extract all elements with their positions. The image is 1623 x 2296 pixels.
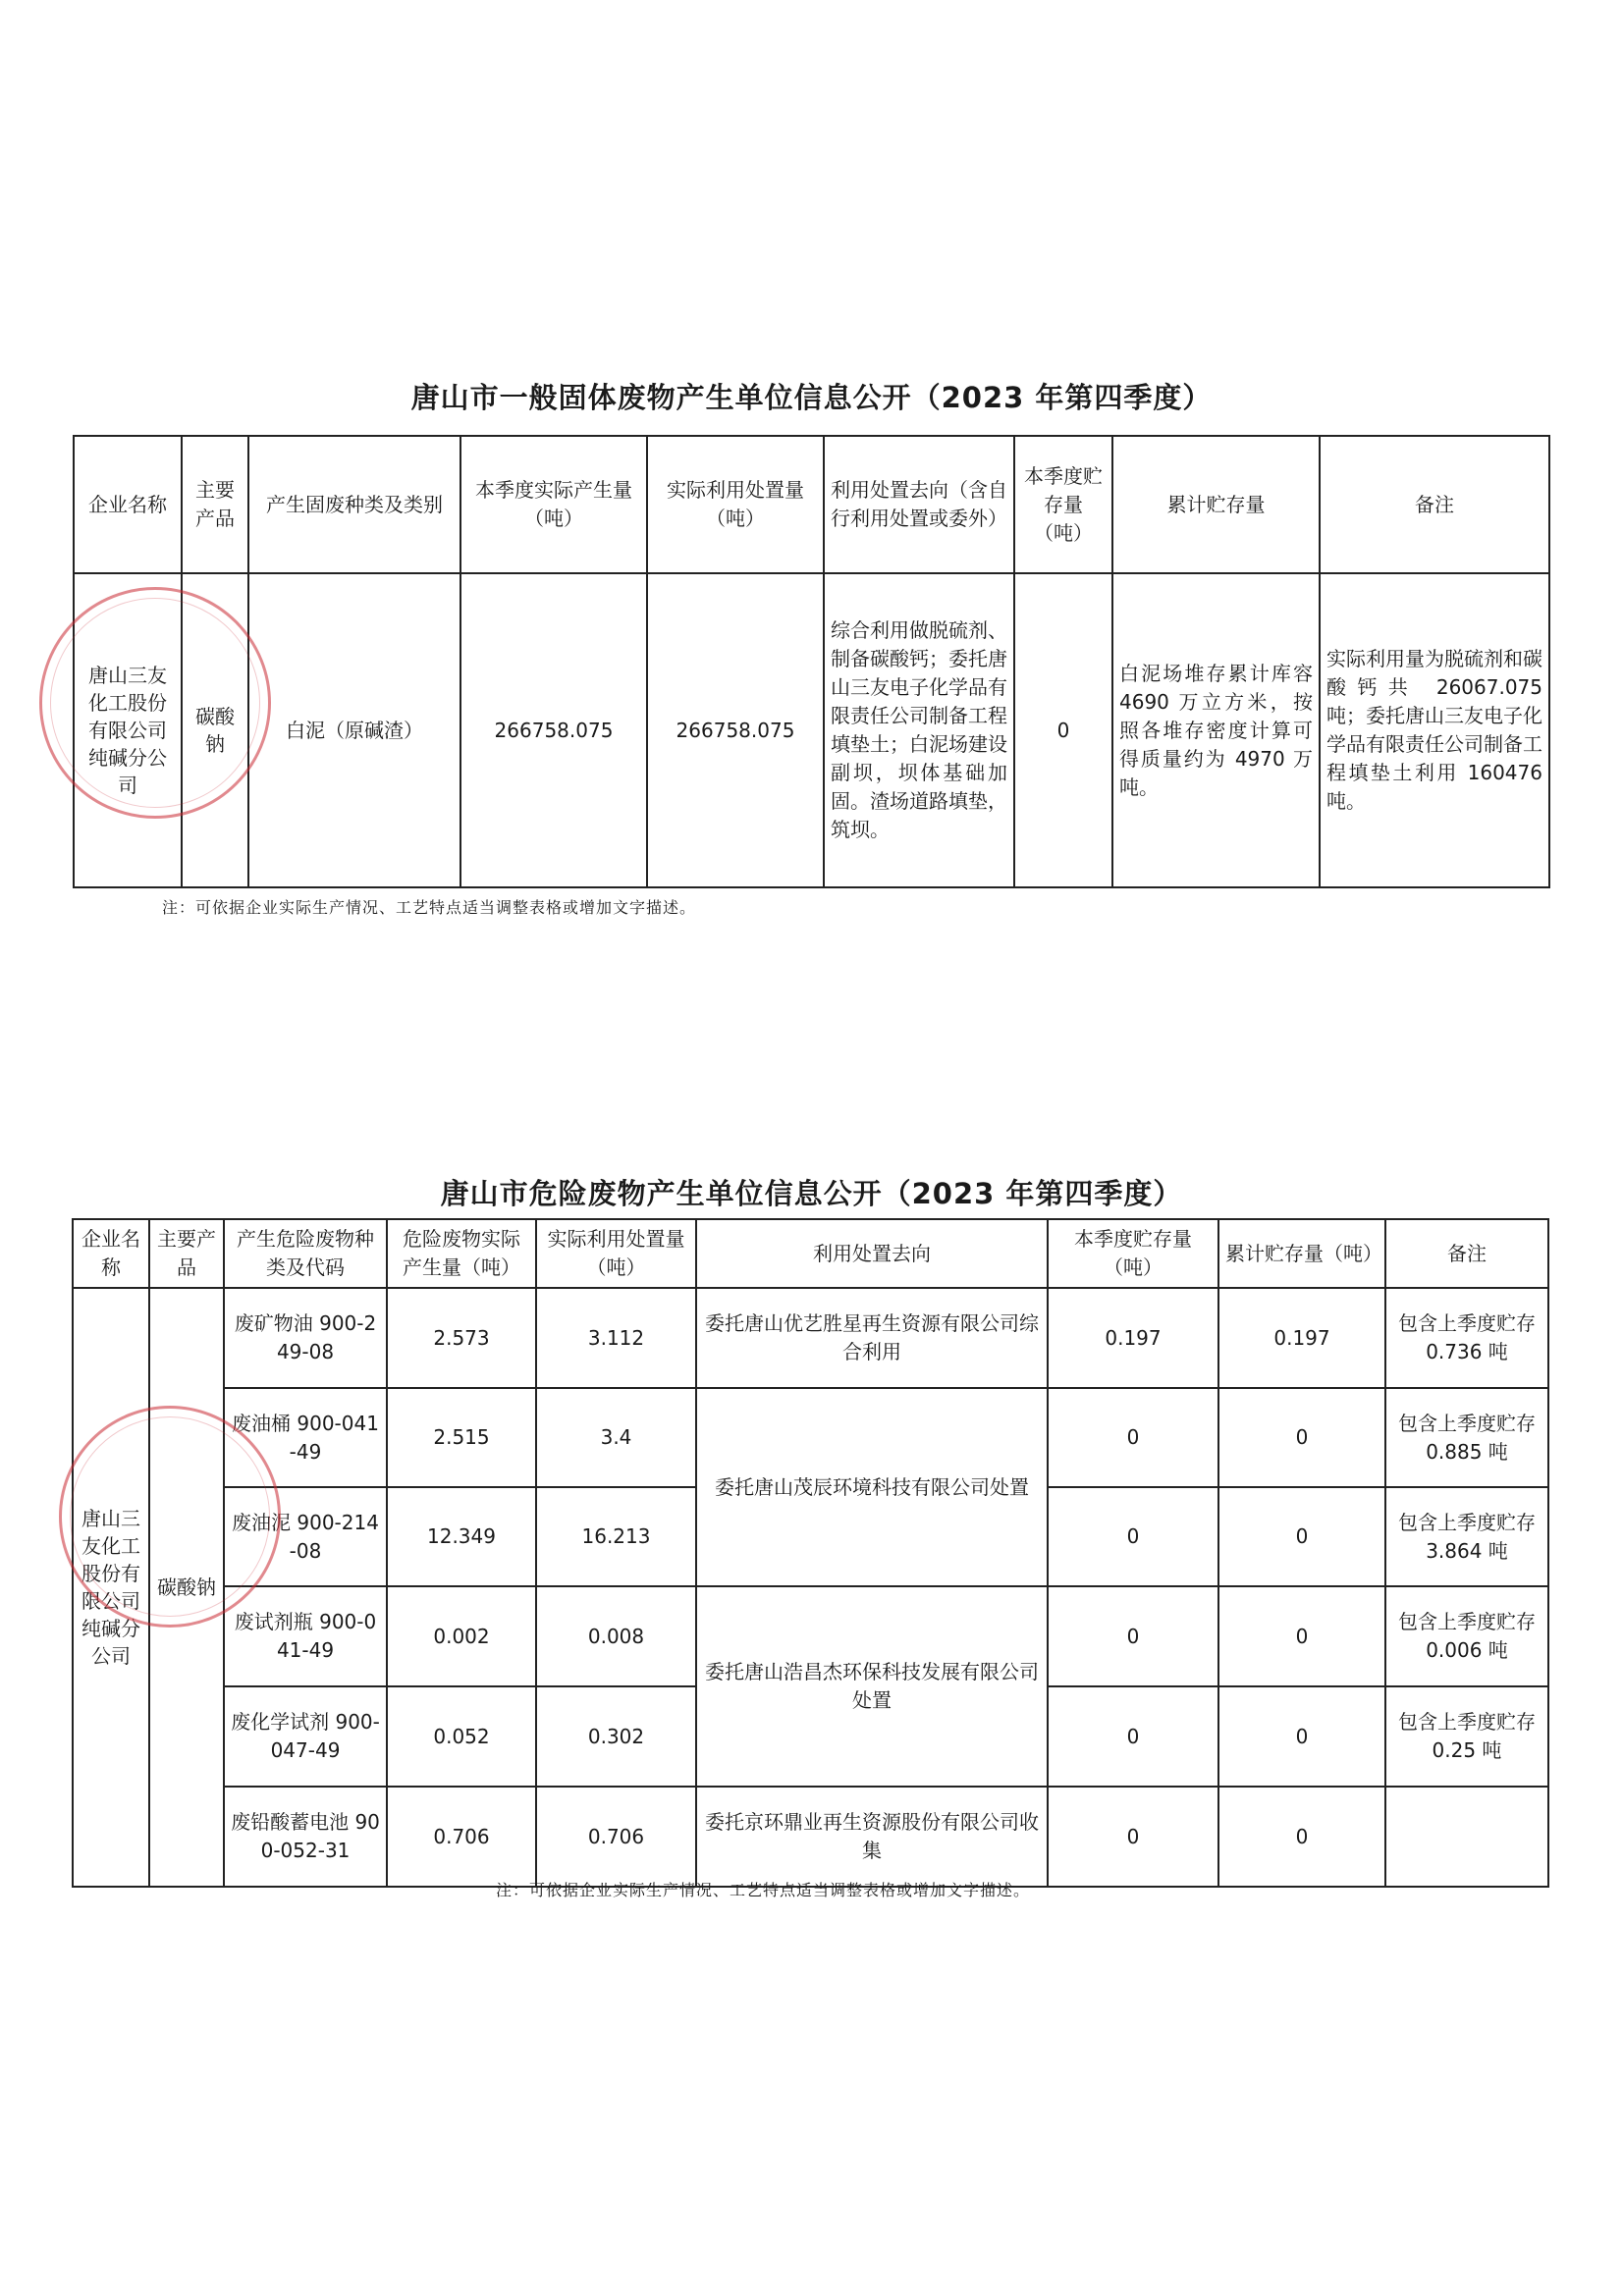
t2-storage: 0 <box>1048 1487 1218 1586</box>
t2-generated: 0.052 <box>387 1686 536 1787</box>
t2-waste: 废油桶 900-041-49 <box>224 1388 387 1487</box>
t2-waste: 废铅酸蓄电池 900-052-31 <box>224 1787 387 1887</box>
t1-header-waste-type: 产生固废种类及类别 <box>248 436 460 573</box>
t2-storage: 0 <box>1048 1388 1218 1487</box>
t1-waste-type: 白泥（原碱渣） <box>248 573 460 887</box>
t2-disposed: 0.706 <box>536 1787 696 1887</box>
t2-remark: 包含上季度贮存 0.25 吨 <box>1385 1686 1548 1787</box>
t2-cumulative: 0 <box>1218 1586 1385 1686</box>
t2-remark: 包含上季度贮存 0.006 吨 <box>1385 1586 1548 1686</box>
t1-header-storage: 本季度贮存量（吨） <box>1014 436 1112 573</box>
t2-header-company: 企业名称 <box>73 1219 149 1288</box>
t1-company: 唐山三友化工股份有限公司纯碱分公司 <box>74 573 182 887</box>
t2-storage: 0.197 <box>1048 1288 1218 1388</box>
t1-header-company: 企业名称 <box>74 436 182 573</box>
t2-storage: 0 <box>1048 1686 1218 1787</box>
table2-header-row <box>73 1219 1548 1288</box>
table-row <box>73 1388 1548 1487</box>
t2-header-generated: 危险废物实际产生量（吨） <box>387 1219 536 1288</box>
table1-note: 注：可依据企业实际生产情况、工艺特点适当调整表格或增加文字描述。 <box>162 898 697 917</box>
t2-cumulative: 0 <box>1218 1787 1385 1887</box>
t2-generated: 2.573 <box>387 1288 536 1388</box>
t2-header-remark: 备注 <box>1385 1219 1548 1288</box>
t2-disposed: 3.4 <box>536 1388 696 1487</box>
t1-header-disposed: 实际利用处置量（吨） <box>647 436 824 573</box>
t1-destination: 综合利用做脱硫剂、制备碳酸钙；委托唐山三友电子化学品有限责任公司制备工程填垫土；白泥场建设副坝，坝体基础加固。渣场道路填垫，筑坝。 <box>824 573 1014 887</box>
t2-waste: 废矿物油 900-249-08 <box>224 1288 387 1388</box>
t2-remark: 包含上季度贮存 3.864 吨 <box>1385 1487 1548 1586</box>
table2-title: 唐山市危险废物产生单位信息公开（2023 年第四季度） <box>440 1177 1183 1210</box>
t2-disposed: 3.112 <box>536 1288 696 1388</box>
t2-remark: 包含上季度贮存 0.736 吨 <box>1385 1288 1548 1388</box>
table1-header-row <box>74 436 1549 573</box>
table1-title: 唐山市一般固体废物产生单位信息公开（2023 年第四季度） <box>410 381 1213 414</box>
t2-disposed: 0.008 <box>536 1586 696 1686</box>
t2-destination: 委托京环鼎业再生资源股份有限公司收集 <box>696 1787 1048 1887</box>
t2-remark: 包含上季度贮存 0.885 吨 <box>1385 1388 1548 1487</box>
t2-storage: 0 <box>1048 1586 1218 1686</box>
t1-product: 碳酸钠 <box>182 573 248 887</box>
t1-generated: 266758.075 <box>460 573 647 887</box>
t2-generated: 12.349 <box>387 1487 536 1586</box>
t2-product: 碳酸钠 <box>149 1288 224 1887</box>
table2-note: 注：可依据企业实际生产情况、工艺特点适当调整表格或增加文字描述。 <box>496 1881 1031 1899</box>
t2-header-product: 主要产品 <box>149 1219 224 1288</box>
t2-destination: 委托唐山浩昌杰环保科技发展有限公司处置 <box>696 1586 1048 1787</box>
t1-disposed: 266758.075 <box>647 573 824 887</box>
table-row <box>73 1288 1548 1388</box>
t2-disposed: 16.213 <box>536 1487 696 1586</box>
t2-destination: 委托唐山茂辰环境科技有限公司处置 <box>696 1388 1048 1586</box>
t2-waste: 废化学试剂 900-047-49 <box>224 1686 387 1787</box>
t1-header-remark: 备注 <box>1320 436 1549 573</box>
t1-storage: 0 <box>1014 573 1112 887</box>
t2-remark <box>1385 1787 1548 1887</box>
t1-header-cumulative: 累计贮存量 <box>1112 436 1320 573</box>
t1-remark: 实际利用量为脱硫剂和碳酸钙共 26067.075 吨；委托唐山三友电子化学品有限责任公司制备工程填垫土利用 160476 吨。 <box>1320 573 1549 887</box>
t2-cumulative: 0 <box>1218 1487 1385 1586</box>
t1-header-generated: 本季度实际产生量（吨） <box>460 436 647 573</box>
t2-generated: 0.002 <box>387 1586 536 1686</box>
t2-waste: 废试剂瓶 900-041-49 <box>224 1586 387 1686</box>
t2-storage: 0 <box>1048 1787 1218 1887</box>
t2-header-cumulative: 累计贮存量（吨） <box>1218 1219 1385 1288</box>
t1-header-destination: 利用处置去向（含自行利用处置或委外） <box>824 436 1014 573</box>
t2-disposed: 0.302 <box>536 1686 696 1787</box>
t2-destination: 委托唐山优艺胜星再生资源有限公司综合利用 <box>696 1288 1048 1388</box>
t2-company: 唐山三友化工股份有限公司纯碱分公司 <box>73 1288 149 1887</box>
general-solid-waste-table <box>73 435 1550 888</box>
t2-header-destination: 利用处置去向 <box>696 1219 1048 1288</box>
t2-generated: 2.515 <box>387 1388 536 1487</box>
t2-header-waste: 产生危险废物种类及代码 <box>224 1219 387 1288</box>
t2-header-storage: 本季度贮存量（吨） <box>1048 1219 1218 1288</box>
table-row <box>73 1586 1548 1686</box>
table-row <box>74 573 1549 887</box>
t1-header-product: 主要产品 <box>182 436 248 573</box>
t2-cumulative: 0 <box>1218 1686 1385 1787</box>
hazardous-waste-table <box>72 1218 1549 1888</box>
t2-cumulative: 0.197 <box>1218 1288 1385 1388</box>
t1-cumulative: 白泥场堆存累计库容 4690 万立方米，按照各堆存密度计算可得质量约为 4970 万吨。 <box>1112 573 1320 887</box>
t2-waste: 废油泥 900-214-08 <box>224 1487 387 1586</box>
t2-header-disposed: 实际利用处置量（吨） <box>536 1219 696 1288</box>
table-row <box>73 1787 1548 1887</box>
t2-generated: 0.706 <box>387 1787 536 1887</box>
t2-cumulative: 0 <box>1218 1388 1385 1487</box>
